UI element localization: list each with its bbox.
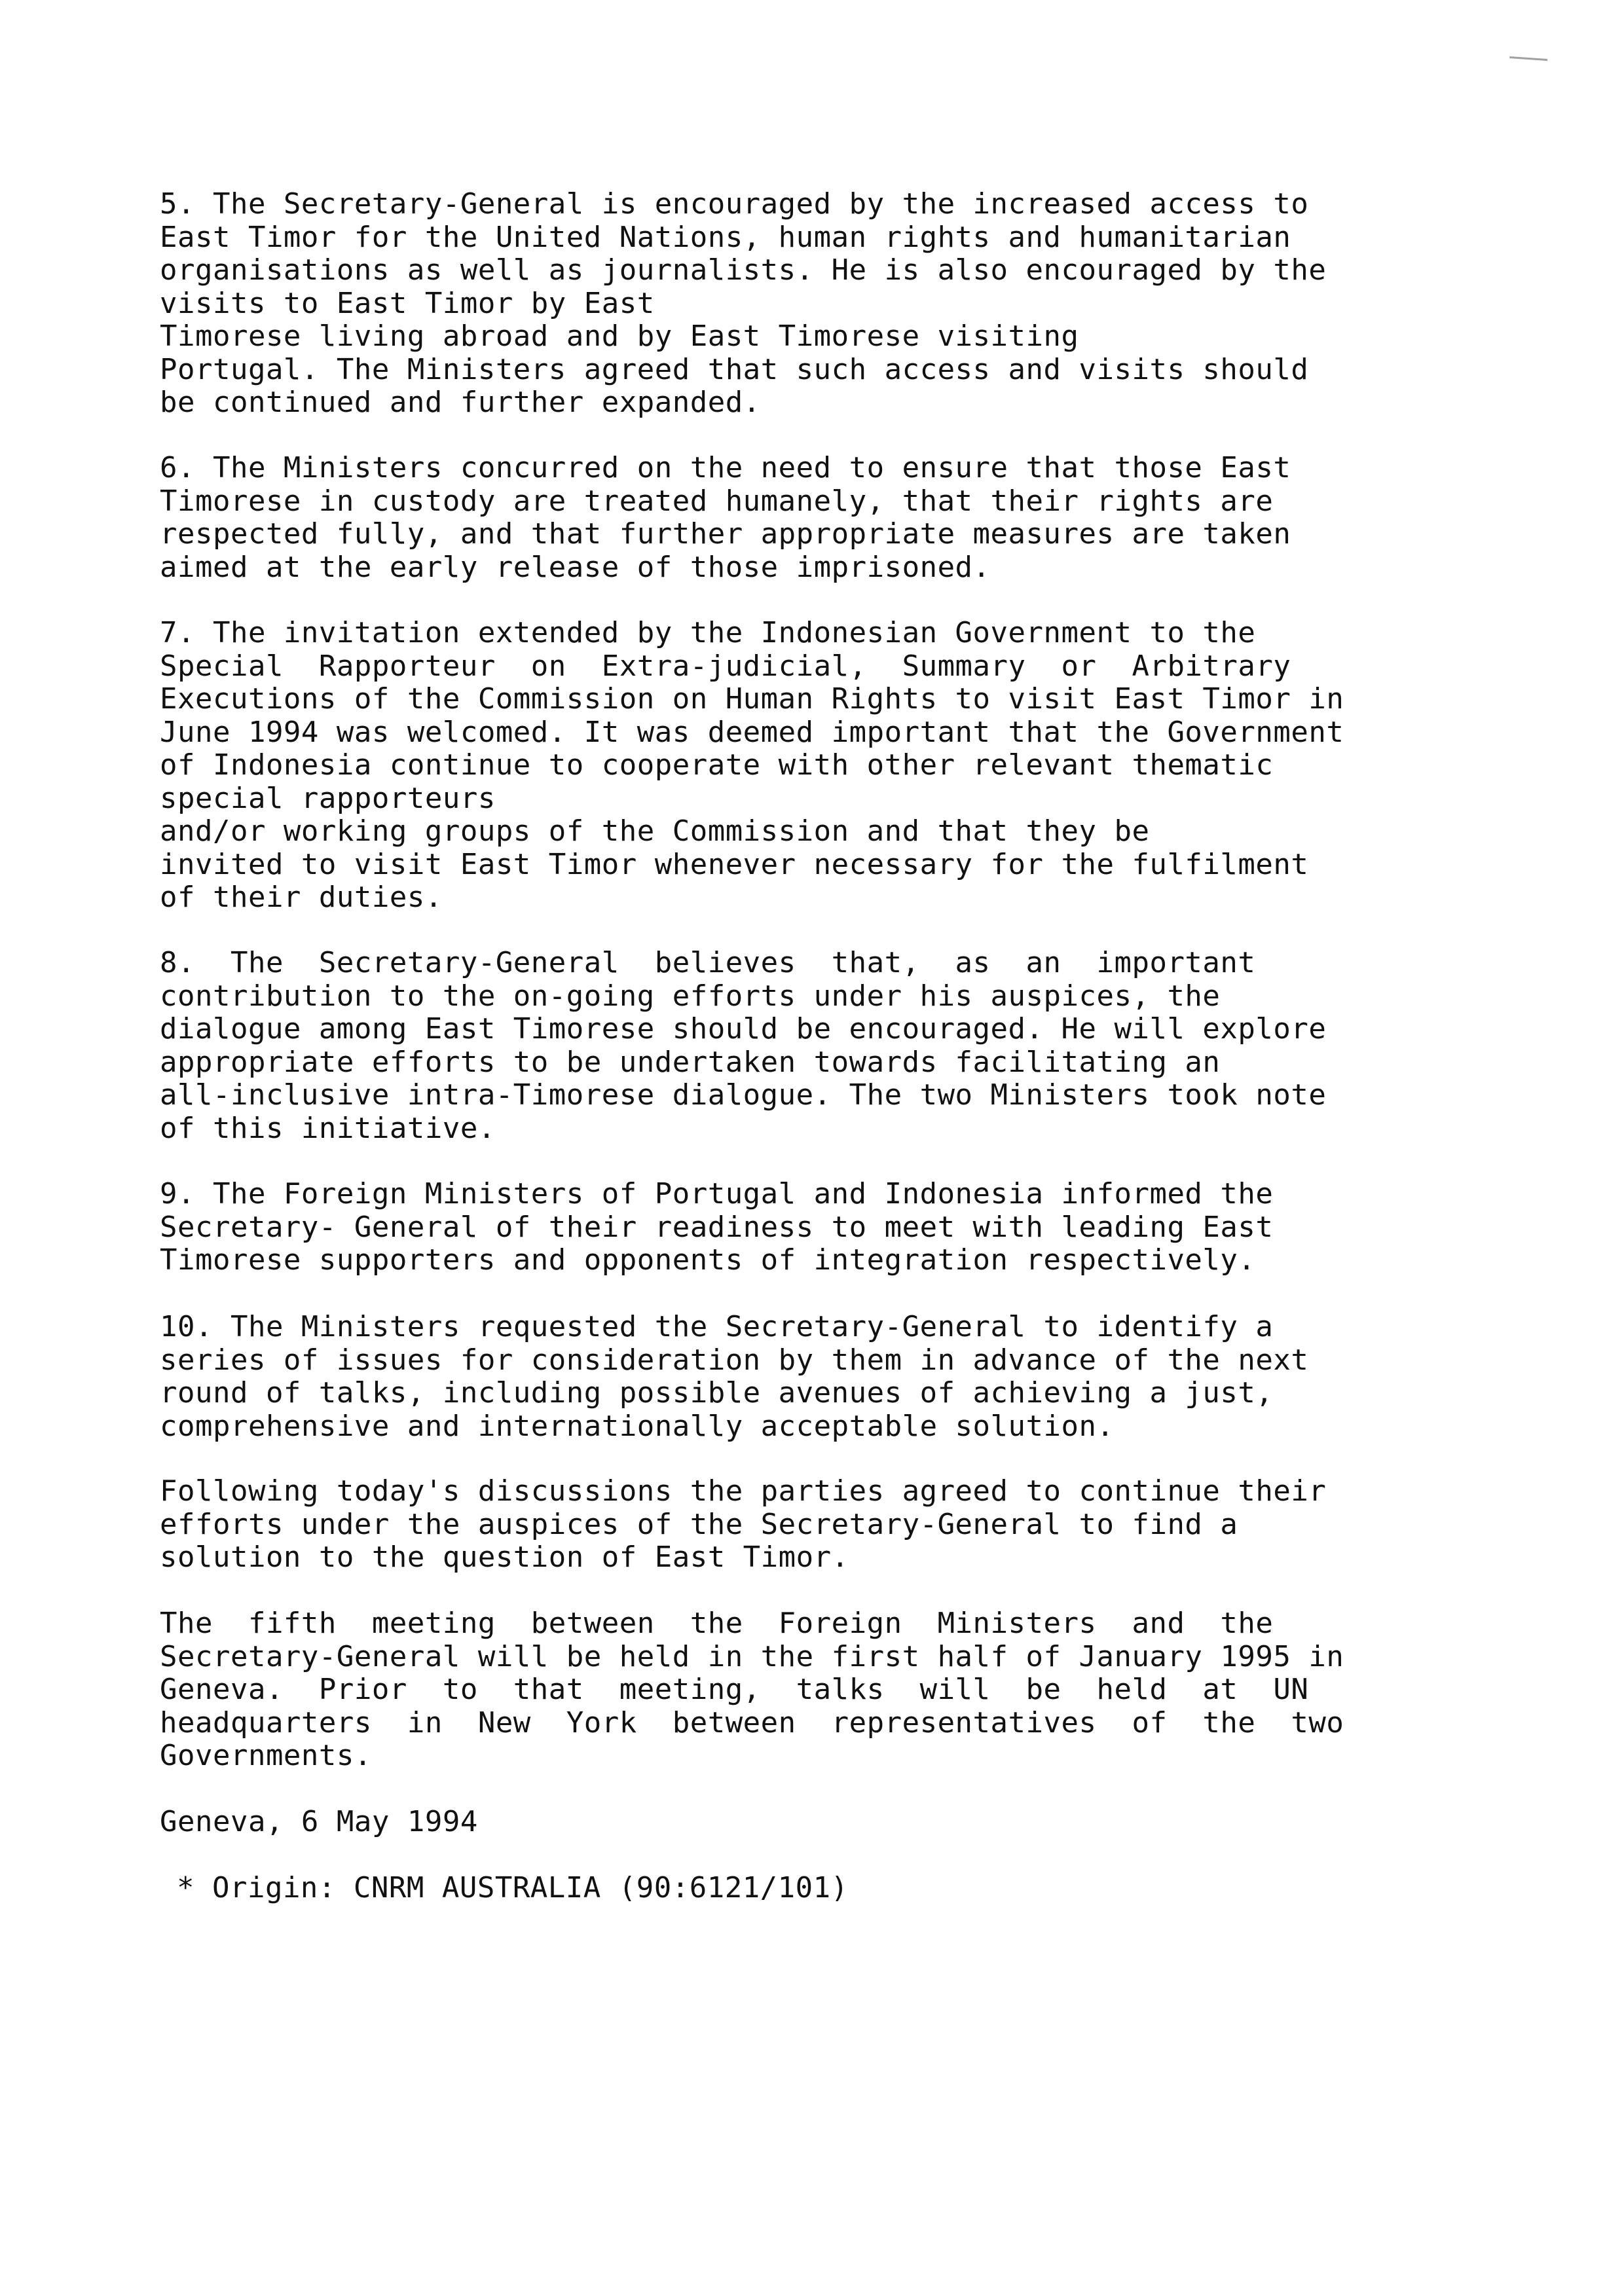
origin-note: * Origin: CNRM AUSTRALIA (90:6121/101) — [177, 1871, 849, 1904]
paragraph-8-dialogue: 8. The Secretary-General believes that, as an important contribution to the on-going efforts under his auspices, the dialogue among East Timorese should be encouraged. He will explore appropriate efforts to be undertaken towards facilitating an all-inclusive intra-Timorese dialogue. The two Ministers took note of this initiative. — [160, 946, 1327, 1145]
paragraph-fifth-meeting: The fifth meeting between the Foreign Ministers and the Secretary-General will be held in the first half of January 1995 in Geneva. Prior to that meeting, talks will be held at UN headquarters in New York between representatives of the two Governments. — [160, 1607, 1344, 1772]
paragraph-following-discussions: Following today's discussions the parties agreed to continue their efforts under the auspices of the Secretary-General to find a solution to the question of East Timor. — [160, 1474, 1327, 1574]
paragraph-10-issues: 10. The Ministers requested the Secretary-General to identify a series of issues for consideration by them in advance of the next round of talks, including possible avenues of achieving a just, comprehensive and internationally acceptable solution. — [160, 1310, 1309, 1443]
paragraph-5-access-visits: 5. The Secretary-General is encouraged by the increased access to East Timor for the United Nations, human rights and humanitarian organisations as well as journalists. He is also encouraged by the visits to East Timor by East Timorese living abroad and by East Timorese visiting Portugal. The Ministers agreed that such access and visits should be continued and further expanded. — [160, 187, 1327, 419]
paragraph-6-custody: 6. The Ministers concurred on the need to ensure that those East Timorese in custody are treated humanely, that their rights are respected fully, and that further appropriate measures are taken aimed at the early release of those imprisoned. — [160, 451, 1291, 584]
scan-artifact-mark — [1509, 56, 1547, 64]
paragraph-7-special-rapporteur: 7. The invitation extended by the Indonesian Government to the Special Rapporteur on Extra-judicial, Summary or Arbitrary Executions of the Commission on Human Rights to visit East Timor in June 1994 was welcomed. It was deemed important that the Government of Indonesia continue to cooperate with other relevant thematic special rapporteurs and/or working groups of the Commission and that they be invited to visit East Timor whenever necessary for the fulfilment of their duties. — [160, 616, 1344, 914]
paragraph-9-foreign-ministers: 9. The Foreign Ministers of Portugal and Indonesia informed the Secretary- General of their readiness to meet with leading East Timorese supporters and opponents of integration respectively. — [160, 1177, 1274, 1277]
dateline: Geneva, 6 May 1994 — [160, 1805, 478, 1838]
